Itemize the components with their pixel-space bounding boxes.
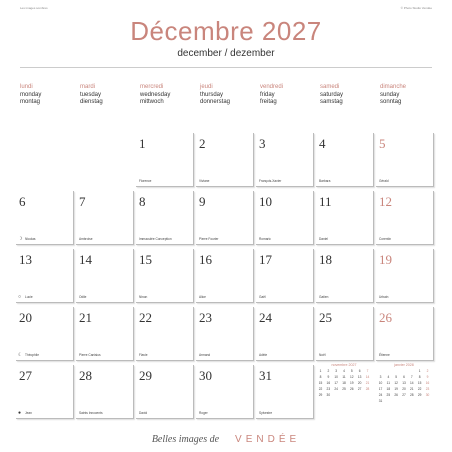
weekday-en: saturday xyxy=(320,91,344,98)
mini-calendar-day: 17 xyxy=(334,381,338,385)
mini-calendar-day: 24 xyxy=(334,387,338,391)
day-number: 5 xyxy=(379,136,386,151)
day-number: 17 xyxy=(259,252,272,267)
mini-calendar-day: 4 xyxy=(387,375,390,379)
mini-calendar-day: 7 xyxy=(410,375,413,379)
weekday-fr: dimanche xyxy=(380,84,407,90)
mini-calendar-day: 23 xyxy=(425,387,430,391)
saint-name: Odile xyxy=(79,295,87,299)
mini-calendar-day: 3 xyxy=(335,369,338,373)
mini-calendar xyxy=(377,363,431,404)
saint-name: Roger xyxy=(199,411,208,415)
mini-calendar-day: 2 xyxy=(327,369,330,373)
day-number: 28 xyxy=(79,368,92,383)
top-note-right: © Photo Studio Vendée xyxy=(400,6,432,10)
day-number: 13 xyxy=(19,252,32,267)
saint-name: David xyxy=(139,411,148,415)
weekday-fr: samedi xyxy=(320,84,340,90)
day-number: 30 xyxy=(199,368,212,383)
day-number: 4 xyxy=(319,136,326,151)
moon-phase-icon: ● xyxy=(18,410,22,416)
mini-calendar-week xyxy=(317,392,371,398)
top-note-left: Les images sombres xyxy=(20,6,48,10)
mini-calendar-day: 28 xyxy=(410,393,414,397)
mini-calendar-day xyxy=(356,392,363,398)
day-number: 11 xyxy=(319,194,332,209)
saint-name: Barbara xyxy=(319,179,331,183)
saint-name: Jean xyxy=(25,411,32,415)
mini-calendar-day: 29 xyxy=(417,393,422,397)
month-title: Décembre 2027 xyxy=(130,16,322,46)
day-cell xyxy=(76,307,134,361)
mini-calendar-day: 26 xyxy=(394,393,398,397)
weekday-en: wednesday xyxy=(140,91,171,98)
footer-brand: VENDÉE xyxy=(235,434,301,445)
mini-calendar-day: 4 xyxy=(343,369,345,373)
day-number: 24 xyxy=(259,310,272,325)
mini-calendar-day: 11 xyxy=(386,381,390,385)
day-cell xyxy=(16,307,74,361)
mini-calendar-day: 30 xyxy=(326,393,331,397)
saint-name: Armand xyxy=(199,353,211,357)
mini-calendar-day: 14 xyxy=(365,375,370,379)
mini-calendar-day xyxy=(393,398,400,404)
saint-name: Saints Innocents xyxy=(79,411,103,415)
weekday-fr: lundi xyxy=(20,84,33,90)
saint-name: Daniel xyxy=(319,237,329,241)
saint-name: Lucie xyxy=(25,295,33,299)
mini-calendar-day: 19 xyxy=(394,387,398,391)
saint-name: Flavie xyxy=(139,353,148,357)
month-subtitle: december / dezember xyxy=(177,48,275,59)
saint-name: Romaric xyxy=(259,237,271,241)
day-number: 29 xyxy=(139,368,152,383)
saint-name: Sylvestre xyxy=(259,411,273,415)
day-cell xyxy=(196,249,254,303)
saint-name: François-Xavier xyxy=(259,179,282,183)
day-number: 18 xyxy=(319,252,332,267)
mini-calendar-day: 24 xyxy=(378,393,383,397)
day-cell xyxy=(256,365,314,419)
weekday-header xyxy=(140,84,198,107)
day-cell xyxy=(76,191,134,245)
mini-calendar-day: 18 xyxy=(342,381,346,385)
day-cell xyxy=(16,191,74,245)
mini-calendar-day: 25 xyxy=(342,387,346,391)
day-cell xyxy=(316,133,374,187)
day-cell xyxy=(136,191,194,245)
day-cell xyxy=(376,307,434,361)
day-cell xyxy=(136,307,194,361)
day-number: 23 xyxy=(199,310,212,325)
mini-calendar-day xyxy=(416,398,423,404)
mini-calendar-day: 10 xyxy=(378,381,383,385)
mini-calendar-day: 11 xyxy=(342,375,346,379)
mini-calendar-day xyxy=(408,398,415,404)
weekday-header xyxy=(320,84,378,107)
day-number: 6 xyxy=(19,194,26,209)
day-cell xyxy=(136,365,194,419)
mini-calendar-day: 1 xyxy=(319,369,322,373)
mini-calendar-day: 7 xyxy=(366,369,369,373)
day-cell xyxy=(256,133,314,187)
saint-name: Noël xyxy=(319,353,326,357)
saint-name: Florence xyxy=(139,179,152,183)
mini-calendar-day: 6 xyxy=(358,369,361,373)
mini-calendar-day: 20 xyxy=(402,387,406,391)
day-cell xyxy=(376,191,434,245)
day-number: 31 xyxy=(259,368,272,383)
day-number: 3 xyxy=(259,136,266,151)
weekday-en: monday xyxy=(20,91,42,98)
saint-name: Ninon xyxy=(139,295,148,299)
day-cell xyxy=(316,249,374,303)
mini-calendar-day: 8 xyxy=(418,375,421,379)
day-number: 19 xyxy=(379,252,392,267)
mini-calendar-day: 15 xyxy=(417,381,422,385)
moon-phase-icon: ○ xyxy=(18,294,22,300)
weekday-fr: jeudi xyxy=(200,84,213,90)
day-number: 21 xyxy=(79,310,92,325)
mini-calendar-day xyxy=(333,392,340,398)
saint-name: Immaculée Conception xyxy=(139,237,172,241)
mini-calendar-day: 2 xyxy=(426,369,429,373)
mini-calendar-day: 3 xyxy=(379,375,382,379)
footer-tagline: Belles images de xyxy=(151,434,220,445)
day-number: 16 xyxy=(199,252,212,267)
day-number: 26 xyxy=(379,310,392,325)
saint-name: Pierre Canisius xyxy=(79,353,101,357)
title-divider xyxy=(20,67,432,68)
mini-calendar-day: 22 xyxy=(318,387,323,391)
saint-name: Viviane xyxy=(199,179,210,183)
day-cell xyxy=(376,133,434,187)
mini-calendar-day: 9 xyxy=(327,375,330,379)
mini-calendar-day: 6 xyxy=(403,375,405,379)
saint-name: Gérald xyxy=(379,179,389,183)
weekday-de: samstag xyxy=(320,99,343,105)
day-number: 14 xyxy=(79,252,92,267)
mini-calendar-day xyxy=(424,398,431,404)
day-cell xyxy=(376,249,434,303)
mini-calendar-day: 30 xyxy=(425,393,430,397)
day-cell xyxy=(76,365,134,419)
saint-name: Alice xyxy=(199,295,206,299)
mini-calendar-day: 16 xyxy=(326,381,331,385)
weekday-en: tuesday xyxy=(80,91,102,98)
weekday-en: thursday xyxy=(200,91,224,98)
mini-calendar-day: 5 xyxy=(350,369,353,373)
mini-calendar-day: 15 xyxy=(318,381,323,385)
day-number: 20 xyxy=(19,310,32,325)
weekday-fr: mardi xyxy=(80,84,96,90)
footer xyxy=(0,434,452,445)
mini-calendar-day: 23 xyxy=(326,387,331,391)
mini-calendar-week xyxy=(377,398,431,404)
day-number: 27 xyxy=(19,368,32,383)
mini-calendar xyxy=(317,363,371,398)
saint-name: Corentin xyxy=(379,237,392,241)
day-cell xyxy=(316,307,374,361)
day-number: 7 xyxy=(79,194,86,209)
mini-calendar-day: 25 xyxy=(386,393,391,397)
mini-calendar-day: 27 xyxy=(402,393,406,397)
saint-name: Urbain xyxy=(379,295,389,299)
mini-calendar-day: 12 xyxy=(394,381,398,385)
weekday-header xyxy=(20,84,78,107)
mini-calendar-day: 13 xyxy=(402,381,406,385)
moon-phase-icon: ☾ xyxy=(18,352,23,358)
mini-calendar-day: 9 xyxy=(426,375,429,379)
day-number: 12 xyxy=(379,194,392,209)
mini-calendar-day: 22 xyxy=(417,387,422,391)
day-number: 10 xyxy=(259,194,272,209)
mini-calendar-day: 10 xyxy=(334,375,338,379)
saint-name: Nicolas xyxy=(25,237,36,241)
mini-calendar-day xyxy=(400,398,407,404)
day-cell xyxy=(76,249,134,303)
saint-name: Étienne xyxy=(379,353,390,357)
mini-calendar-day: 26 xyxy=(350,387,354,391)
mini-calendar-day: 16 xyxy=(425,381,430,385)
saint-name: Adèle xyxy=(259,353,268,357)
mini-calendar-day: 27 xyxy=(357,387,362,391)
saint-name: Pierre Fourier xyxy=(199,237,219,241)
mini-calendar-day: 14 xyxy=(410,381,414,385)
weekday-en: friday xyxy=(260,91,275,98)
day-number: 2 xyxy=(199,136,206,151)
mini-calendar-day: 8 xyxy=(319,375,322,379)
mini-calendar-day: 21 xyxy=(410,387,414,391)
mini-calendar-day: 13 xyxy=(357,375,362,379)
weekday-header xyxy=(380,84,438,107)
mini-calendar-day: 31 xyxy=(378,399,383,403)
mini-calendar-day: 20 xyxy=(357,381,362,385)
day-cell xyxy=(256,249,314,303)
weekday-de: freitag xyxy=(260,99,277,105)
mini-calendar-day xyxy=(385,398,392,404)
day-cell xyxy=(136,249,194,303)
mini-calendar-day: 1 xyxy=(418,369,421,373)
day-number: 25 xyxy=(319,310,332,325)
mini-calendar-day: 12 xyxy=(350,375,354,379)
mini-calendar-day: 29 xyxy=(318,393,323,397)
weekday-de: dienstag xyxy=(80,99,103,105)
day-number: 1 xyxy=(139,136,146,151)
mini-calendar-day: 5 xyxy=(395,375,398,379)
mini-calendar-day: 18 xyxy=(386,387,391,391)
day-cell xyxy=(256,191,314,245)
weekday-fr: vendredi xyxy=(260,84,284,90)
weekday-en: sunday xyxy=(380,91,400,98)
day-cell xyxy=(256,307,314,361)
day-number: 9 xyxy=(199,194,206,209)
day-cell xyxy=(136,133,194,187)
moon-phase-icon: ☽ xyxy=(18,236,23,242)
day-number: 8 xyxy=(139,194,146,209)
day-cell xyxy=(16,249,74,303)
weekday-fr: mercredi xyxy=(140,84,164,90)
day-cell xyxy=(196,191,254,245)
day-cell xyxy=(196,365,254,419)
weekday-header xyxy=(80,84,138,107)
mini-calendar-day xyxy=(348,392,355,398)
weekday-de: montag xyxy=(20,99,41,105)
mini-calendar-day: 19 xyxy=(350,381,354,385)
day-number: 15 xyxy=(139,252,152,267)
mini-calendar-day: 21 xyxy=(365,381,370,385)
weekday-header xyxy=(200,84,258,107)
mini-calendar-title: janvier 2028 xyxy=(394,363,414,367)
weekday-de: donnerstag xyxy=(200,99,231,105)
day-cell xyxy=(196,307,254,361)
saint-name: Ambroise xyxy=(79,237,93,241)
mini-calendar-day xyxy=(364,392,371,398)
weekday-de: mittwoch xyxy=(140,99,164,105)
mini-calendar-day: 28 xyxy=(365,387,370,391)
day-number: 22 xyxy=(139,310,152,325)
saint-name: Gaël xyxy=(259,295,266,299)
mini-calendar-day xyxy=(340,392,347,398)
weekday-de: sonntag xyxy=(380,99,402,105)
day-cell xyxy=(196,133,254,187)
weekday-header xyxy=(260,84,318,107)
saint-name: Théophile xyxy=(25,353,39,357)
mini-calendar-day: 17 xyxy=(378,387,383,391)
saint-name: Gatien xyxy=(319,295,329,299)
day-cell xyxy=(316,191,374,245)
weekday-headers xyxy=(20,84,440,114)
mini-calendar-title: novembre 2027 xyxy=(331,363,357,367)
day-cell xyxy=(16,365,74,419)
